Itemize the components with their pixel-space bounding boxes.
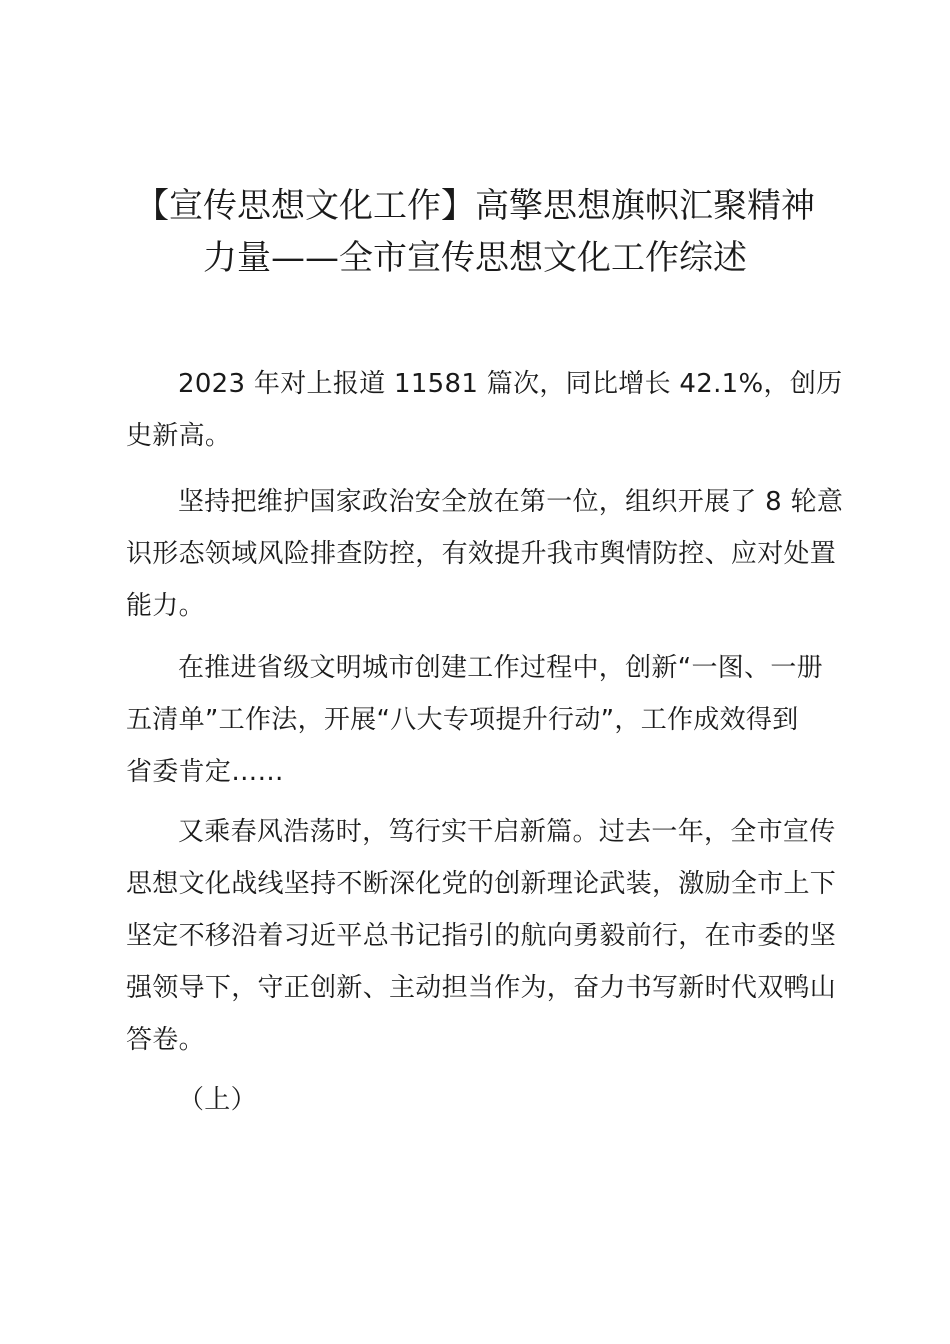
section-marker <box>126 1074 832 1126</box>
document-title <box>110 180 840 284</box>
paragraph-line: 史新高。 <box>126 421 232 451</box>
title-line: 力量——全市宣传思想文化工作综述 <box>203 238 747 278</box>
paragraph-line: 坚定不移沿着习近平总书记指引的航向勇毅前行，在市委的坚 <box>126 921 837 951</box>
paragraph-1 <box>126 358 843 462</box>
paragraph-2 <box>126 476 844 632</box>
paragraph-line: 坚持把维护国家政治安全放在第一位，组织开展了 8 轮意 <box>178 487 844 517</box>
paragraph-line: 2023 年对上报道 11581 篇次，同比增长 42.1%，创历 <box>178 369 843 399</box>
paragraph-line: 思想文化战线坚持不断深化党的创新理论武装，激励全市上下 <box>126 869 837 899</box>
paragraph-line: 答卷。 <box>126 1025 205 1055</box>
paragraph-line: 在推进省级文明城市创建工作过程中，创新“一图、一册 <box>178 653 823 683</box>
title-line: 【宣传思想文化工作】高擎思想旗帜汇聚精神 <box>135 186 815 226</box>
paragraph-line: 识形态领域风险排查防控，有效提升我市舆情防控、应对处置 <box>126 539 837 569</box>
paragraph-4 <box>126 806 837 1066</box>
paragraph-line: 五清单”工作法，开展“八大专项提升行动”，工作成效得到 <box>126 705 799 735</box>
paragraph-line: 省委肯定…… <box>126 757 284 787</box>
section-marker-text: （上） <box>178 1085 257 1115</box>
paragraph-3 <box>126 642 832 798</box>
paragraph-line: 又乘春风浩荡时，笃行实干启新篇。过去一年，全市宣传 <box>178 817 836 847</box>
paragraph-line: 强领导下，守正创新、主动担当作为，奋力书写新时代双鸭山 <box>126 973 837 1003</box>
paragraph-line: 能力。 <box>126 591 205 621</box>
